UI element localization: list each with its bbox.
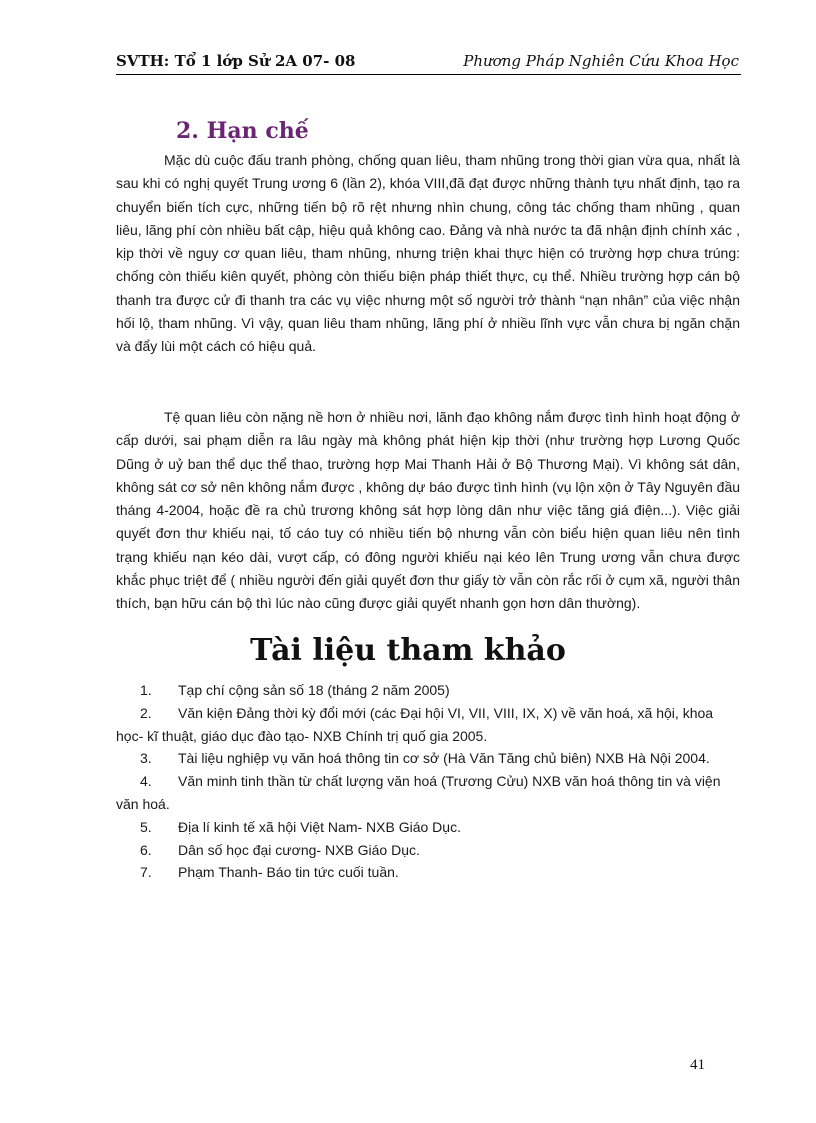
references-list: [116, 679, 740, 884]
references-heading: Tài liệu tham khảo: [250, 633, 566, 668]
reference-text: Văn minh tinh thần từ chất lượng văn hoá (Trương Cửu) NXB văn hoá thông tin và viện văn hoá.: [116, 773, 721, 812]
reference-number: 3.: [140, 750, 152, 767]
reference-text: Phạm Thanh- Báo tin tức cuối tuần.: [178, 864, 399, 881]
page-header: [116, 52, 741, 75]
reference-text: Địa lí kinh tế xã hội Việt Nam- NXB Giáo Dục.: [178, 818, 461, 835]
reference-number: 4.: [140, 773, 152, 790]
reference-item: [116, 861, 740, 884]
reference-number: 5.: [140, 818, 152, 835]
reference-text: Dân số học đại cương- NXB Giáo Dục.: [178, 841, 420, 858]
reference-text: Tài liệu nghiệp vụ văn hoá thông tin cơ sở (Hà Văn Tăng chủ biên) NXB Hà Nội 2004.: [178, 750, 710, 767]
section-heading: 2. Hạn chế: [176, 118, 309, 144]
reference-item: [116, 679, 740, 702]
reference-text: Tạp chí cộng sản số 18 (tháng 2 năm 2005): [178, 682, 450, 698]
reference-text: Văn kiện Đảng thời kỳ đổi mới (các Đại hội VI, VII, VIII, IX, X) về văn hoá, xã hội, khoa học- kĩ thuật, giáo dục đào tạo- NXB Chính trị quố gia 2005.: [116, 704, 714, 744]
reference-item: [116, 839, 740, 862]
paragraph-2: Tệ quan liêu còn nặng nề hơn ở nhiều nơi, lãnh đạo không nắm được tình hình hoạt động ở cấp dưới, sai phạm diễn ra lâu ngày mà không phát hiện kịp thời (như trường hợp Lương Quốc Dũng ở uỷ ban thể dục thể thao, trường hợp Mai Thanh Hải ở Bộ Thương Mại). Vì không sát dân, không sát cơ sở nên không nắm được , không dự báo được tình hình (vụ lộn xộn ở Tây Nguyên đầu tháng 4-2004, hoặc đề ra chủ trương không sát hợp lòng dân như việc tăng giá điện...). Việc giải quyết đơn thư khiếu nại, tố cáo tuy có nhiều tiến bộ nhưng vẫn còn biểu hiện quan liêu nên tình trạng khiếu nạn kéo dài, vượt cấp, có đông người khiếu nại kéo lên Trung ương vẫn chưa được khắc phục triệt để ( nhiều người đến giải quyết đơn thư giấy tờ vẫn còn rắc rối ở cụm xã, người thân thích, bạn hữu cán bộ thì lúc nào cũng được giải quyết nhanh gọn hơn dân thường).: [116, 409, 741, 612]
reference-number: 7.: [140, 864, 152, 881]
paragraph-1: Mặc dù cuộc đấu tranh phòng, chống quan liêu, tham nhũng trong thời gian vừa qua, nhất là sau khi có nghị quyết Trung ương 6 (lần 2), khóa VIII,đã đạt được những thành tựu nhất định, tạo ra chuyển biến tích cực, những tiến bộ rõ rệt nhưng nhìn chung, công tác chống tham nhũng , quan liêu, lãng phí còn nhiều bất cập, hiệu quả không cao. Đảng và nhà nước ta đã nhận định chính xác , kịp thời về nguy cơ quan liêu, tham nhũng, nhưng triện khai thực hiện có trường hợp chưa trúng: chống còn thiếu kiên quyết, phòng còn thiếu biện pháp thiết thực, cụ thể. Nhiều trường hợp cán bộ thanh tra được cử đi thanh tra các vụ việc nhưng một số người trở thành “nạn nhân” của việc nhận hối lộ, tham nhũng. Vì vậy, quan liêu tham nhũng, lãng phí ở nhiều lĩnh vực vẫn chưa bị ngăn chặn và đẩy lùi một cách có hiệu quả.: [116, 152, 740, 355]
reference-item: [116, 747, 740, 770]
page-number: 41: [690, 1057, 705, 1073]
reference-number: 6.: [140, 841, 152, 858]
reference-item: [116, 770, 740, 816]
reference-number: 2.: [140, 704, 152, 721]
header-author: SVTH: Tổ 1 lớp Sử 2A 07- 08: [116, 52, 356, 70]
reference-item: [116, 702, 740, 748]
header-course-title: Phương Pháp Nghiên Cứu Khoa Học: [463, 52, 739, 70]
reference-item: [116, 816, 740, 839]
reference-number: 1.: [140, 682, 152, 698]
